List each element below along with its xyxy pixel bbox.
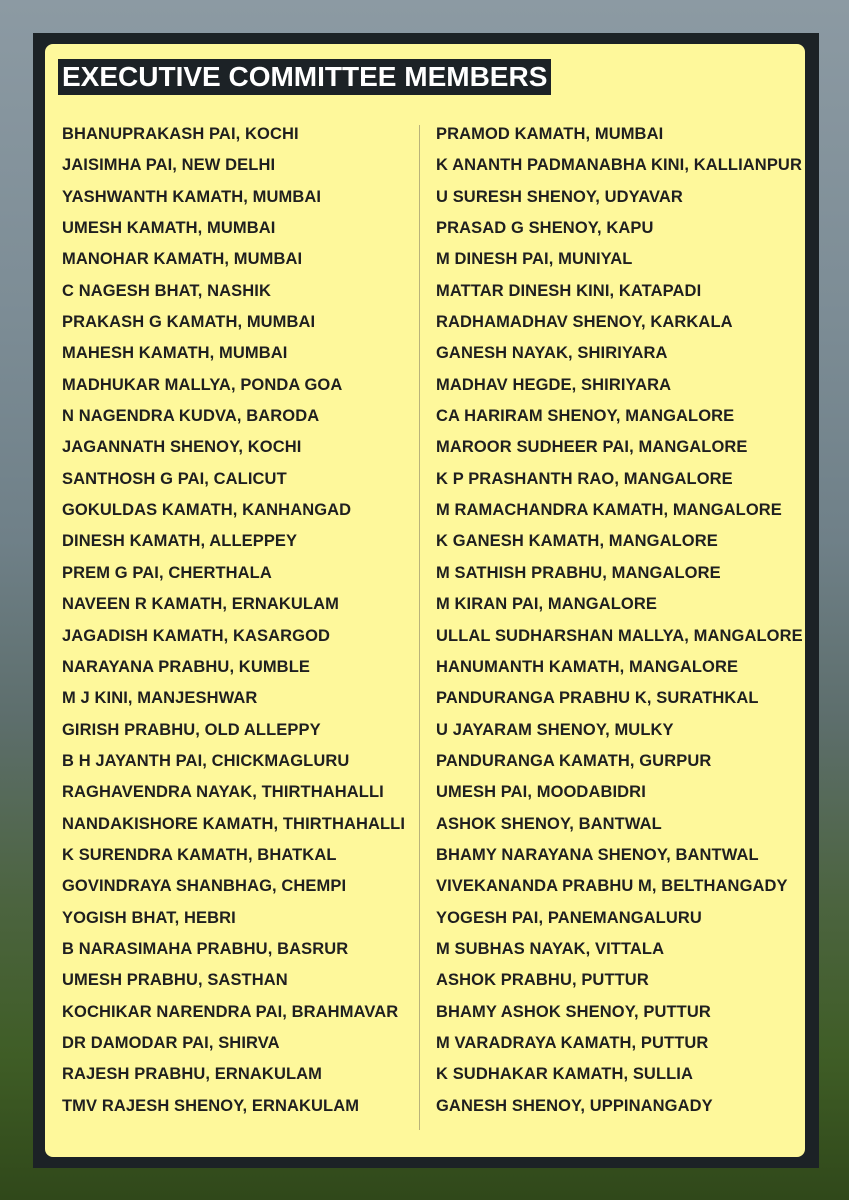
member-entry: MADHAV HEGDE, SHIRIYARA [436,375,672,394]
member-entry: JAGADISH KAMATH, KASARGOD [62,626,331,645]
member-entry: PRAMOD KAMATH, MUMBAI [436,125,664,143]
member-entry: JAISIMHA PAI, NEW DELHI [62,156,276,175]
member-entry: NANDAKISHORE KAMATH, THIRTHAHALLI [62,814,406,833]
member-entry: N NAGENDRA KUDVA, BARODA [62,407,320,426]
member-entry: YOGESH PAI, PANEMANGALURU [436,908,702,927]
member-entry: M RAMACHANDRA KAMATH, MANGALORE [436,501,782,520]
member-entry: UMESH PRABHU, SASTHAN [62,971,288,990]
member-entry: GOVINDRAYA SHANBHAG, CHEMPI [62,877,347,896]
member-entry: YASHWANTH KAMATH, MUMBAI [62,187,322,206]
member-entry: RADHAMADHAV SHENOY, KARKALA [436,313,733,332]
member-entry: U JAYARAM SHENOY, MULKY [436,720,674,739]
member-entry: K SURENDRA KAMATH, BHATKAL [62,845,337,864]
member-entry: K GANESH KAMATH, MANGALORE [436,532,718,551]
member-entry: SANTHOSH G PAI, CALICUT [62,469,287,488]
member-entry: M SATHISH PRABHU, MANGALORE [436,563,721,582]
member-entry: K P PRASHANTH RAO, MANGALORE [436,469,733,488]
member-entry: BHAMY ASHOK SHENOY, PUTTUR [436,1002,711,1021]
member-entry: UMESH PAI, MOODABIDRI [436,783,646,802]
member-entry: ULLAL SUDHARSHAN MALLYA, MANGALORE [436,626,803,645]
member-entry: GANESH NAYAK, SHIRIYARA [436,344,668,363]
member-entry: JAGANNATH SHENOY, KOCHI [62,438,302,457]
member-entry: M J KINI, MANJESHWAR [62,689,258,708]
member-entry: DR DAMODAR PAI, SHIRVA [62,1033,280,1052]
member-entry: ASHOK SHENOY, BANTWAL [436,814,662,833]
member-entry: CA HARIRAM SHENOY, MANGALORE [436,407,735,426]
right-member-list [436,122,803,1125]
member-entry: K SUDHAKAR KAMATH, SULLIA [436,1065,694,1084]
member-entry: PANDURANGA KAMATH, GURPUR [436,751,712,770]
member-entry: M KIRAN PAI, MANGALORE [436,595,657,614]
member-entry: M VARADRAYA KAMATH, PUTTUR [436,1033,709,1052]
member-entry: YOGISH BHAT, HEBRI [62,908,236,927]
member-entry: TMV RAJESH SHENOY, ERNAKULAM [62,1096,360,1115]
member-entry: GIRISH PRABHU, OLD ALLEPPY [62,720,321,739]
member-entry: C NAGESH BHAT, NASHIK [62,281,271,300]
member-entry: PRAKASH G KAMATH, MUMBAI [62,313,316,332]
member-entry: MATTAR DINESH KINI, KATAPADI [436,281,702,300]
column-divider [419,125,420,1130]
member-entry: PANDURANGA PRABHU K, SURATHKAL [436,689,759,708]
member-entry: B H JAYANTH PAI, CHICKMAGLURU [62,751,350,770]
member-entry: GANESH SHENOY, UPPINANGADY [436,1096,713,1115]
member-entry: MANOHAR KAMATH, MUMBAI [62,250,303,269]
member-entry: MADHUKAR MALLYA, PONDA GOA [62,375,343,394]
left-member-list [62,122,405,1125]
member-entry: RAGHAVENDRA NAYAK, THIRTHAHALLI [62,783,384,802]
member-entry: BHAMY NARAYANA SHENOY, BANTWAL [436,845,759,864]
member-entry: RAJESH PRABHU, ERNAKULAM [62,1065,322,1084]
member-entry: U SURESH SHENOY, UDYAVAR [436,187,683,206]
member-entry: M SUBHAS NAYAK, VITTALA [436,939,665,958]
member-entry: GOKULDAS KAMATH, KANHANGAD [62,501,352,520]
member-entry: UMESH KAMATH, MUMBAI [62,219,276,238]
member-entry: PREM G PAI, CHERTHALA [62,563,272,582]
member-entry: HANUMANTH KAMATH, MANGALORE [436,657,739,676]
member-entry: M DINESH PAI, MUNIYAL [436,250,633,269]
page-title: EXECUTIVE COMMITTEE MEMBERS [58,59,551,95]
member-entry: ASHOK PRABHU, PUTTUR [436,971,649,990]
member-entry: MAROOR SUDHEER PAI, MANGALORE [436,438,748,457]
member-entry: NARAYANA PRABHU, KUMBLE [62,657,310,676]
member-entry: VIVEKANANDA PRABHU M, BELTHANGADY [436,877,788,896]
member-entry: K ANANTH PADMANABHA KINI, KALLIANPUR [436,156,802,175]
member-entry: DINESH KAMATH, ALLEPPEY [62,532,298,551]
member-entry: PRASAD G SHENOY, KAPU [436,219,654,238]
member-entry: NAVEEN R KAMATH, ERNAKULAM [62,595,339,614]
member-entry: B NARASIMAHA PRABHU, BASRUR [62,939,349,958]
member-entry: MAHESH KAMATH, MUMBAI [62,344,288,363]
member-entry: BHANUPRAKASH PAI, KOCHI [62,125,299,143]
member-entry: KOCHIKAR NARENDRA PAI, BRAHMAVAR [62,1002,399,1021]
